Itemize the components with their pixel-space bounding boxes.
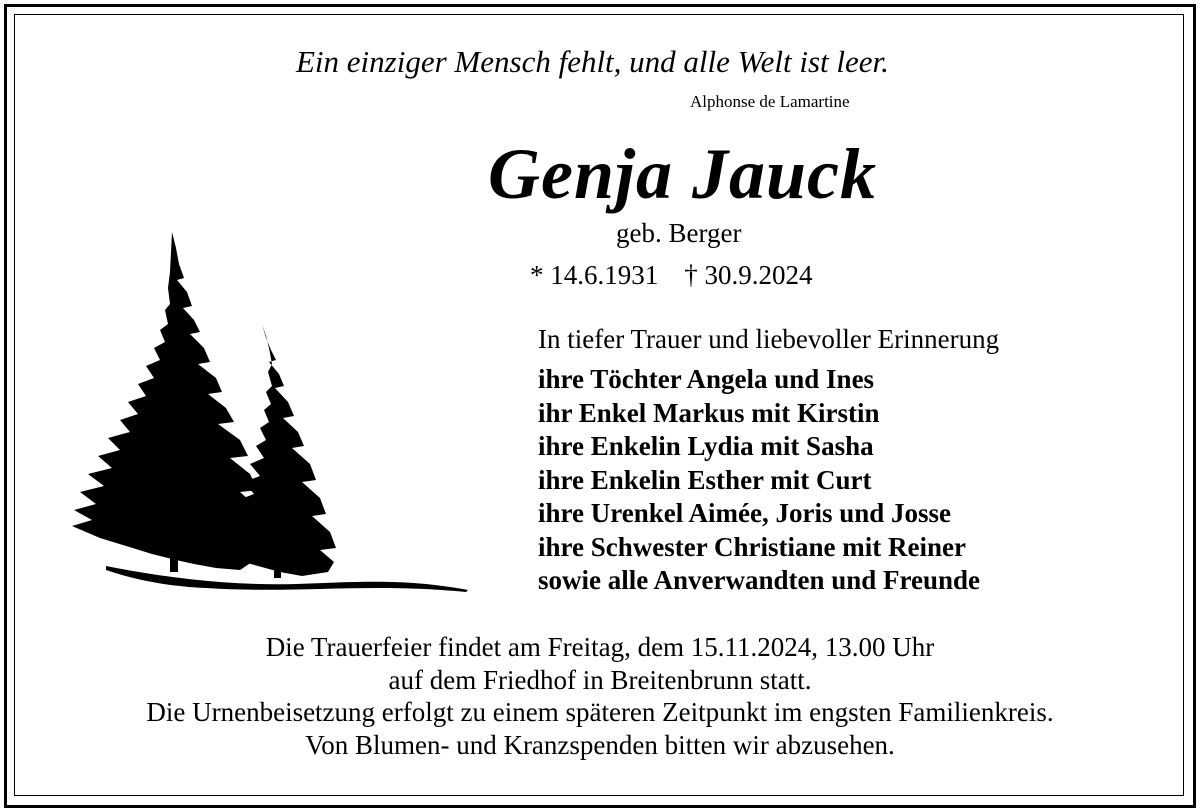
mourner-line: ihre Schwester Christiane mit Reiner — [538, 531, 966, 562]
fir-trees-icon — [66, 228, 470, 598]
service-line: Die Urnenbeisetzung erfolgt zu einem späteren Zeitpunkt im engsten Familienkreis. — [146, 697, 1054, 727]
mourner-line: ihr Enkel Markus mit Kirstin — [538, 397, 880, 428]
mourner-line: ihre Enkelin Esther mit Curt — [538, 464, 872, 495]
service-line: Von Blumen- und Kranzspenden bitten wir abzusehen. — [305, 729, 895, 760]
deceased-name: Genja Jauck — [488, 134, 877, 214]
mourner-line: ihre Töchter Angela und Ines — [538, 364, 875, 394]
death-date: † 30.9.2024 — [684, 260, 813, 290]
born-name: geb. Berger — [616, 218, 742, 248]
mourner-line: ihre Urenkel Aimée, Joris und Josse — [538, 498, 952, 528]
service-line: auf dem Friedhof in Breitenbrunn statt. — [388, 664, 812, 695]
trunk-left — [170, 548, 178, 572]
life-dates — [530, 260, 813, 291]
mourning-intro: In tiefer Trauer und liebevoller Erinnerung — [538, 324, 1000, 354]
quote-author: Alphonse de Lamartine — [690, 92, 850, 111]
mourner-line: ihre Enkelin Lydia mit Sasha — [538, 431, 874, 461]
quote-text: Ein einziger Mensch fehlt, und alle Welt ist leer. — [296, 44, 889, 79]
service-line: Die Trauerfeier findet am Freitag, dem 15.11.2024, 13.00 Uhr — [265, 632, 935, 662]
service-info — [0, 631, 1200, 761]
mourners-list — [538, 363, 980, 598]
mourner-line: sowie alle Anverwandten und Freunde — [538, 565, 981, 595]
birth-date: * 14.6.1931 — [530, 260, 659, 290]
trunk-right — [274, 558, 281, 578]
